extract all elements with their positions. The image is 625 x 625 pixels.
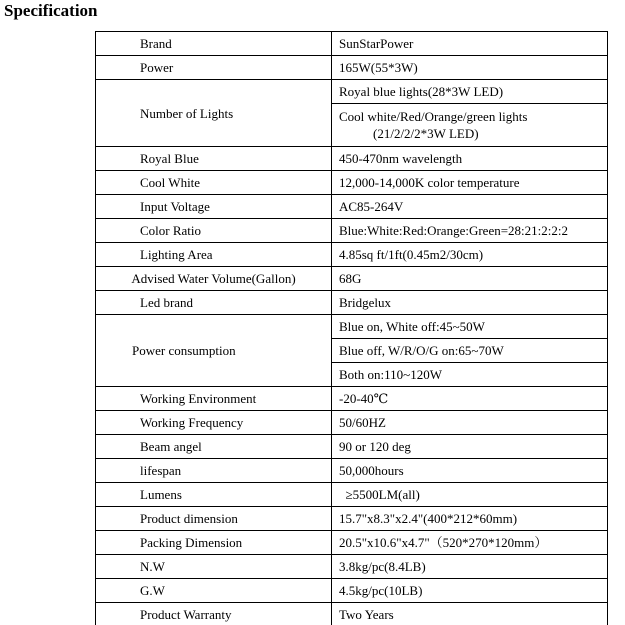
table-row bbox=[96, 603, 608, 625]
table-row bbox=[96, 56, 608, 80]
page-title: Specification bbox=[4, 1, 98, 21]
table-row bbox=[96, 531, 608, 555]
spec-value: Royal blue lights(28*3W LED) bbox=[332, 80, 608, 104]
table-row bbox=[96, 315, 608, 339]
table-row bbox=[96, 435, 608, 459]
table-row bbox=[96, 555, 608, 579]
spec-value: 90 or 120 deg bbox=[332, 435, 608, 459]
spec-key: Product dimension bbox=[96, 507, 332, 531]
table-row bbox=[96, 291, 608, 315]
spec-key: N.W bbox=[96, 555, 332, 579]
spec-value: Blue off, W/R/O/G on:65~70W bbox=[332, 339, 608, 363]
table-row bbox=[96, 411, 608, 435]
spec-key: Power consumption bbox=[96, 315, 332, 387]
spec-key: Input Voltage bbox=[96, 195, 332, 219]
spec-value: 450-470nm wavelength bbox=[332, 147, 608, 171]
spec-value: Blue on, White off:45~50W bbox=[332, 315, 608, 339]
spec-value: -20-40℃ bbox=[332, 387, 608, 411]
spec-value-line: Cool white/Red/Orange/green lights bbox=[339, 109, 527, 124]
spec-value: 12,000-14,000K color temperature bbox=[332, 171, 608, 195]
table-row bbox=[96, 147, 608, 171]
table-row bbox=[96, 483, 608, 507]
table-row bbox=[96, 579, 608, 603]
spec-value: ≥5500LM(all) bbox=[332, 483, 608, 507]
spec-key: Product Warranty bbox=[96, 603, 332, 625]
table-row bbox=[96, 459, 608, 483]
spec-value: Bridgelux bbox=[332, 291, 608, 315]
spec-value: Two Years bbox=[332, 603, 608, 625]
spec-key: G.W bbox=[96, 579, 332, 603]
spec-key: Color Ratio bbox=[96, 219, 332, 243]
table-row bbox=[96, 171, 608, 195]
table-row bbox=[96, 80, 608, 104]
spec-value: 165W(55*3W) bbox=[332, 56, 608, 80]
spec-key: Working Frequency bbox=[96, 411, 332, 435]
spec-value bbox=[332, 104, 608, 147]
spec-key: Cool White bbox=[96, 171, 332, 195]
table-row bbox=[96, 267, 608, 291]
spec-key: Lighting Area bbox=[96, 243, 332, 267]
spec-value: 15.7"x8.3"x2.4"(400*212*60mm) bbox=[332, 507, 608, 531]
spec-value: 20.5"x10.6"x4.7"（520*270*120mm） bbox=[332, 531, 608, 555]
spec-value-line: (21/2/2/2*3W LED) bbox=[339, 125, 607, 142]
spec-value: AC85-264V bbox=[332, 195, 608, 219]
spec-value: 4.5kg/pc(10LB) bbox=[332, 579, 608, 603]
table-row bbox=[96, 507, 608, 531]
spec-value: 50/60HZ bbox=[332, 411, 608, 435]
spec-value: SunStarPower bbox=[332, 32, 608, 56]
spec-key: Working Environment bbox=[96, 387, 332, 411]
table-row bbox=[96, 387, 608, 411]
spec-key: Power bbox=[96, 56, 332, 80]
spec-key: Royal Blue bbox=[96, 147, 332, 171]
specification-table bbox=[95, 31, 608, 625]
table-row bbox=[96, 195, 608, 219]
spec-key: Advised Water Volume(Gallon) bbox=[96, 267, 332, 291]
spec-key: Beam angel bbox=[96, 435, 332, 459]
spec-key: Number of Lights bbox=[96, 80, 332, 147]
spec-key: Brand bbox=[96, 32, 332, 56]
spec-key: lifespan bbox=[96, 459, 332, 483]
spec-value: 50,000hours bbox=[332, 459, 608, 483]
table-row bbox=[96, 219, 608, 243]
spec-value: 68G bbox=[332, 267, 608, 291]
spec-value: Blue:White:Red:Orange:Green=28:21:2:2:2 bbox=[332, 219, 608, 243]
spec-key: Lumens bbox=[96, 483, 332, 507]
table-row bbox=[96, 32, 608, 56]
spec-value: 4.85sq ft/1ft(0.45m2/30cm) bbox=[332, 243, 608, 267]
spec-value: Both on:110~120W bbox=[332, 363, 608, 387]
spec-key: Packing Dimension bbox=[96, 531, 332, 555]
table-row bbox=[96, 243, 608, 267]
spec-value: 3.8kg/pc(8.4LB) bbox=[332, 555, 608, 579]
spec-key: Led brand bbox=[96, 291, 332, 315]
